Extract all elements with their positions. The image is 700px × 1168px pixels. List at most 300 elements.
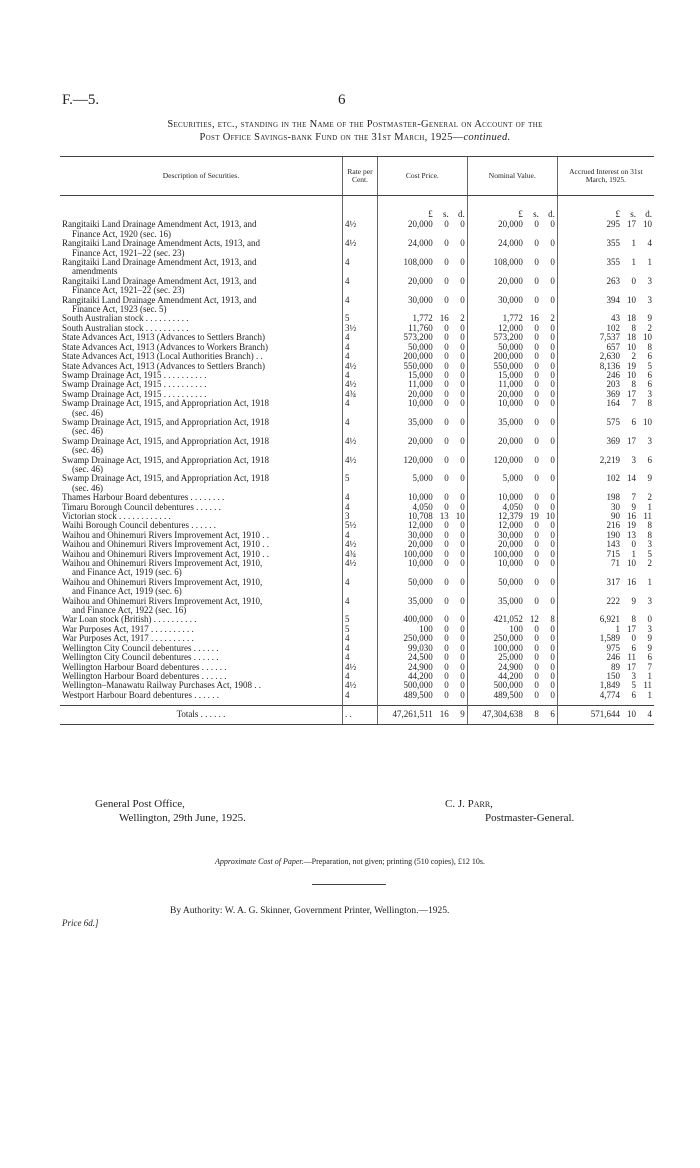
- security-description: [60, 474, 343, 493]
- interest-pence: 3: [647, 294, 652, 305]
- security-description: [60, 296, 343, 315]
- nominal-shillings: 0: [534, 257, 539, 268]
- interest-shillings: 3: [631, 454, 636, 465]
- cost-pence: 0: [460, 351, 465, 362]
- cost-pounds: 50,000: [378, 343, 435, 352]
- security-description-line: amendments: [72, 266, 118, 277]
- interest-pounds: 715: [557, 550, 622, 559]
- nominal-pence: 0: [550, 576, 555, 587]
- security-description: [60, 437, 343, 456]
- interest-pounds: 369: [557, 390, 622, 399]
- cost-pence: 0: [460, 689, 465, 700]
- security-description-line: Rangitaiki Land Drainage Amendment Acts, 1913, and: [62, 238, 260, 249]
- security-description-line: Swamp Drainage Act, 1915, and Appropriation Act, 1918: [62, 398, 269, 409]
- cost-shillings: 0: [444, 332, 449, 343]
- cost-pounds: 10,000: [378, 559, 435, 578]
- cost-pence: 0: [460, 670, 465, 681]
- cost-shillings: 0: [444, 652, 449, 663]
- nominal-shillings: 0: [534, 501, 539, 512]
- interest-pence: 3: [647, 388, 652, 399]
- nominal-pounds: 10,000: [467, 559, 525, 578]
- nominal-shillings: 0: [534, 238, 539, 249]
- interest-pence: 9: [647, 313, 652, 324]
- security-description-line: and Finance Act, 1922 (sec. 16): [72, 605, 187, 616]
- cost-shillings: 0: [444, 341, 449, 352]
- signatory-title: Postmaster-General.: [485, 812, 575, 824]
- totals-cost-pence: 9: [451, 706, 468, 724]
- cost-pounds: 11,760: [378, 324, 435, 333]
- cost-pence: 0: [460, 548, 465, 559]
- security-description-line: Waihi Borough Council debentures . . . . . .: [62, 520, 217, 531]
- rate-cell: 4: [343, 371, 378, 380]
- rate-cell: 4: [343, 399, 378, 418]
- interest-pounds: 394: [557, 296, 622, 315]
- nominal-shillings: 0: [534, 379, 539, 390]
- interest-pounds: 203: [557, 380, 622, 389]
- nominal-pounds: 15,000: [467, 371, 525, 380]
- security-description-line: South Australian stock . . . . . . . . . .: [62, 322, 189, 333]
- cost-pence: 0: [460, 529, 465, 540]
- interest-shillings: 8: [631, 322, 636, 333]
- nominal-pounds: 12,000: [467, 324, 525, 333]
- interest-shillings: 13: [627, 529, 636, 540]
- units-row: [60, 196, 654, 221]
- nominal-pounds: 10,000: [467, 493, 525, 502]
- cost-pounds: 200,000: [378, 352, 435, 361]
- interest-shillings: 8: [631, 614, 636, 625]
- nominal-pounds: 35,000: [467, 597, 525, 616]
- cost-pounds: 24,500: [378, 653, 435, 662]
- totals-nominal-shillings: 8: [525, 706, 541, 724]
- nominal-pence: 0: [550, 322, 555, 333]
- interest-pounds: 164: [557, 399, 622, 418]
- security-description-line: Wellington City Council debentures . . . . . .: [62, 652, 219, 663]
- interest-pence: 4: [647, 238, 652, 249]
- unit-s: s.: [442, 209, 449, 219]
- rate-cell: 5: [343, 625, 378, 634]
- col-rate: Rate per Cent.: [343, 157, 378, 196]
- cost-shillings: 0: [444, 219, 449, 230]
- nominal-shillings: 0: [534, 332, 539, 343]
- security-description: [60, 578, 343, 597]
- interest-shillings: 16: [627, 576, 636, 587]
- security-description-line: Rangitaiki Land Drainage Amendment Act, 1913, and: [62, 275, 257, 286]
- cost-pence: 0: [460, 623, 465, 634]
- cost-pounds: 11,000: [378, 380, 435, 389]
- nominal-shillings: 16: [529, 313, 539, 324]
- interest-pounds: 102: [557, 474, 622, 493]
- nominal-pence: 8: [550, 614, 555, 625]
- interest-pounds: 317: [557, 578, 622, 597]
- cost-note-text: —Preparation, not given; printing (510 copies), £12 10s.: [303, 857, 485, 866]
- rate-cell: 4: [343, 493, 378, 502]
- security-description-line: Rangitaiki Land Drainage Amendment Act, 1913, and: [62, 257, 257, 268]
- nominal-pounds: 12,379: [467, 512, 525, 521]
- rate-cell: 4: [343, 296, 378, 315]
- interest-pounds: 246: [557, 371, 622, 380]
- nominal-pence: 0: [550, 275, 555, 286]
- cost-pounds: 50,000: [378, 578, 435, 597]
- nominal-shillings: 0: [534, 351, 539, 362]
- security-description-line: Finance Act, 1921–22 (sec. 23): [72, 285, 185, 296]
- cost-pounds: 20,000: [378, 437, 435, 456]
- cost-pounds: 100,000: [378, 550, 435, 559]
- cost-pounds: 35,000: [378, 418, 435, 437]
- nominal-shillings: 0: [534, 322, 539, 333]
- interest-pounds: 198: [557, 493, 622, 502]
- interest-shillings: 6: [631, 416, 636, 427]
- cost-shillings: 0: [444, 369, 449, 380]
- rate-cell: 4½: [343, 663, 378, 672]
- interest-shillings: 17: [627, 219, 636, 230]
- cost-shillings: 0: [444, 351, 449, 362]
- totals-row: [60, 706, 654, 724]
- table-row: [60, 437, 654, 456]
- cost-shillings: 0: [444, 398, 449, 409]
- nominal-pounds: 200,000: [467, 352, 525, 361]
- col-description: Description of Securities.: [60, 157, 343, 196]
- security-description-line: Waihou and Ohinemuri Rivers Improvement Act, 1910 . .: [62, 529, 269, 540]
- nominal-pounds: 24,900: [467, 663, 525, 672]
- nominal-shillings: 0: [534, 360, 539, 371]
- nominal-pounds: 20,000: [467, 220, 525, 239]
- cost-pence: 0: [460, 416, 465, 427]
- interest-pence: 0: [647, 614, 652, 625]
- interest-shillings: 1: [631, 238, 636, 249]
- interest-shillings: 19: [627, 360, 636, 371]
- title-continued: continued.: [463, 132, 511, 143]
- interest-pence: 8: [647, 529, 652, 540]
- rate-cell: 4½: [343, 380, 378, 389]
- totals-interest-pence: 4: [638, 706, 654, 724]
- nominal-pence: 0: [550, 341, 555, 352]
- rate-cell: 4: [343, 333, 378, 342]
- interest-pounds: 369: [557, 437, 622, 456]
- interest-pence: 9: [647, 633, 652, 644]
- cost-pence: 0: [460, 520, 465, 531]
- unit-s: s.: [533, 209, 539, 219]
- totals-body: [60, 700, 654, 724]
- nominal-shillings: 0: [534, 341, 539, 352]
- nominal-pence: 0: [550, 548, 555, 559]
- cost-pounds: 20,000: [378, 277, 435, 296]
- nominal-pence: 0: [550, 435, 555, 446]
- interest-pounds: 295: [557, 220, 622, 239]
- cost-shillings: 0: [444, 689, 449, 700]
- cost-shillings: 0: [444, 435, 449, 446]
- nominal-shillings: 0: [534, 576, 539, 587]
- security-description-line: Finance Act, 1920 (sec. 16): [72, 228, 171, 239]
- cost-pounds: 250,000: [378, 634, 435, 643]
- security-description: [60, 399, 343, 418]
- security-description-line: and Finance Act, 1919 (sec. 6): [72, 567, 182, 578]
- cost-pence: 0: [460, 398, 465, 409]
- cost-pence: 0: [460, 539, 465, 550]
- nominal-pounds: 50,000: [467, 578, 525, 597]
- cost-pence: 0: [460, 492, 465, 503]
- rate-cell: 4: [343, 503, 378, 512]
- table-row: [60, 277, 654, 296]
- cost-pounds: 400,000: [378, 615, 435, 624]
- printer-authority: By Authority: W. A. G. Skinner, Government Printer, Wellington.—1925.: [170, 906, 450, 916]
- cost-shillings: 0: [444, 322, 449, 333]
- rate-cell: 4½: [343, 681, 378, 690]
- interest-shillings: 2: [631, 351, 636, 362]
- cost-shillings: 0: [444, 661, 449, 672]
- cost-shillings: 0: [444, 670, 449, 681]
- cost-shillings: 0: [444, 595, 449, 606]
- rate-cell: 4: [343, 277, 378, 296]
- interest-shillings: 9: [631, 501, 636, 512]
- interest-shillings: 10: [627, 294, 636, 305]
- nominal-pence: 0: [550, 294, 555, 305]
- security-description-line: Swamp Drainage Act, 1915, and Appropriation Act, 1918: [62, 454, 269, 465]
- cost-shillings: 0: [444, 558, 449, 569]
- nominal-pence: 0: [550, 595, 555, 606]
- cost-pence: 0: [460, 576, 465, 587]
- cost-pence: 0: [460, 379, 465, 390]
- cost-shillings: 0: [444, 501, 449, 512]
- nominal-shillings: 0: [534, 275, 539, 286]
- rate-cell: 4: [343, 597, 378, 616]
- table-row: [60, 239, 654, 258]
- interest-shillings: 16: [627, 511, 636, 521]
- title-line-2: Post Office Savings-bank Fund on the 31st March, 1925—: [199, 132, 464, 143]
- interest-pence: 7: [647, 661, 652, 672]
- security-description-line: Swamp Drainage Act, 1915, and Appropriation Act, 1918: [62, 435, 269, 446]
- security-description-line: Finance Act, 1923 (sec. 5): [72, 304, 167, 315]
- nominal-pounds: 11,000: [467, 380, 525, 389]
- nominal-pounds: 100,000: [467, 550, 525, 559]
- rate-cell: 5: [343, 474, 378, 493]
- security-description-line: (sec. 46): [72, 426, 103, 437]
- cost-shillings: 0: [444, 473, 449, 484]
- cost-shillings: 0: [444, 379, 449, 390]
- cost-pounds: 100: [378, 625, 435, 634]
- totals-interest-pounds: 571,644: [557, 706, 622, 724]
- cost-shillings: 0: [444, 492, 449, 503]
- interest-pence: 8: [647, 520, 652, 531]
- price-note: Price 6d.]: [62, 918, 99, 928]
- cost-pounds: 99,030: [378, 644, 435, 653]
- cost-pence: 0: [460, 501, 465, 512]
- cost-note: [0, 857, 700, 866]
- interest-pence: 2: [647, 322, 652, 333]
- rate-cell: 5: [343, 314, 378, 323]
- cost-pence: 0: [460, 332, 465, 343]
- interest-pounds: 1,849: [557, 681, 622, 690]
- cost-shillings: 0: [444, 529, 449, 540]
- nominal-shillings: 0: [534, 689, 539, 700]
- security-description: [60, 456, 343, 475]
- totals-label: Totals . . . . . .: [60, 706, 343, 724]
- rate-cell: 4: [343, 418, 378, 437]
- security-description-line: State Advances Act, 1913 (Local Authorities Branch) . .: [62, 351, 263, 362]
- security-description-line: Thames Harbour Board debentures . . . . . . . .: [62, 492, 225, 503]
- nominal-shillings: 0: [534, 492, 539, 503]
- unit-pound: £: [378, 196, 435, 221]
- nominal-shillings: 0: [534, 520, 539, 531]
- interest-pence: 3: [647, 435, 652, 446]
- rate-cell: 4: [343, 258, 378, 277]
- security-description-line: Swamp Drainage Act, 1915 . . . . . . . . . .: [62, 388, 207, 399]
- security-description: [60, 220, 343, 239]
- nominal-pence: 0: [550, 492, 555, 503]
- cost-pounds: 489,500: [378, 691, 435, 700]
- table-row: [60, 456, 654, 475]
- security-description-line: War Purposes Act, 1917 . . . . . . . . . .: [62, 633, 194, 644]
- nominal-shillings: 12: [529, 614, 539, 625]
- nominal-shillings: 0: [534, 454, 539, 465]
- nominal-shillings: 0: [534, 388, 539, 399]
- security-description-line: (sec. 46): [72, 407, 103, 418]
- interest-shillings: 17: [627, 435, 636, 446]
- nominal-shillings: 0: [534, 529, 539, 540]
- interest-pence: 2: [647, 558, 652, 569]
- cost-shillings: 0: [444, 275, 449, 286]
- cost-pounds: 44,200: [378, 672, 435, 681]
- cost-shillings: 0: [444, 576, 449, 587]
- cost-pence: 0: [460, 219, 465, 230]
- cost-pence: 0: [460, 614, 465, 625]
- interest-pence: 11: [643, 680, 652, 691]
- cost-pounds: 500,000: [378, 681, 435, 690]
- interest-pounds: 6,921: [557, 615, 622, 624]
- cost-pounds: 24,900: [378, 663, 435, 672]
- security-description-line: State Advances Act, 1913 (Advances to Settlers Branch): [62, 360, 265, 371]
- page-number: 6: [338, 92, 346, 108]
- cost-pounds: 20,000: [378, 540, 435, 549]
- nominal-pence: 2: [550, 313, 555, 324]
- cost-pounds: 1,772: [378, 314, 435, 323]
- nominal-pence: 0: [550, 501, 555, 512]
- interest-pounds: 355: [557, 239, 622, 258]
- interest-pounds: 8,136: [557, 362, 622, 371]
- interest-pence: 1: [647, 576, 652, 587]
- interest-pence: 3: [647, 539, 652, 550]
- cost-shillings: 0: [444, 642, 449, 653]
- security-description-line: Waihou and Ohinemuri Rivers Improvement Act, 1910 . .: [62, 539, 269, 550]
- interest-shillings: 19: [627, 520, 636, 531]
- nominal-shillings: 0: [534, 219, 539, 230]
- interest-pence: 11: [643, 511, 652, 521]
- interest-pence: 3: [647, 595, 652, 606]
- interest-shillings: 10: [627, 369, 636, 380]
- rate-cell: 4: [343, 691, 378, 700]
- interest-pence: 6: [647, 454, 652, 465]
- nominal-pence: 0: [550, 219, 555, 230]
- cost-shillings: 0: [444, 623, 449, 634]
- interest-pence: 9: [647, 473, 652, 484]
- interest-pounds: 975: [557, 644, 622, 653]
- interest-pounds: 89: [557, 663, 622, 672]
- table-row: [60, 559, 654, 578]
- cost-shillings: 0: [444, 294, 449, 305]
- interest-pounds: 90: [557, 512, 622, 521]
- table-row: [60, 691, 654, 700]
- nominal-pounds: 108,000: [467, 258, 525, 277]
- security-description-line: Rangitaiki Land Drainage Amendment Act, 1913, and: [62, 294, 257, 305]
- interest-pence: 1: [647, 689, 652, 700]
- rate-cell: 4½: [343, 220, 378, 239]
- rate-cell: 3: [343, 512, 378, 521]
- cost-shillings: 13: [439, 511, 449, 521]
- security-description-line: Swamp Drainage Act, 1915, and Appropriation Act, 1918: [62, 416, 269, 427]
- nominal-pounds: 20,000: [467, 540, 525, 549]
- rate-cell: 4: [343, 531, 378, 540]
- nominal-pounds: 20,000: [467, 277, 525, 296]
- interest-pence: 1: [647, 501, 652, 512]
- cost-pence: 0: [460, 454, 465, 465]
- nominal-pounds: 20,000: [467, 437, 525, 456]
- nominal-pounds: 489,500: [467, 691, 525, 700]
- interest-pounds: 575: [557, 418, 622, 437]
- cost-shillings: 0: [444, 238, 449, 249]
- totals-nominal-pounds: 47,304,638: [467, 706, 525, 724]
- cost-pence: 0: [460, 680, 465, 691]
- signatory: [445, 797, 574, 825]
- security-description-line: War Purposes Act, 1917 . . . . . . . . . .: [62, 623, 194, 634]
- totals-interest-shillings: 10: [622, 706, 638, 724]
- nominal-pounds: 500,000: [467, 681, 525, 690]
- security-description-line: Wellington Harbour Board debentures . . . . . .: [62, 661, 227, 672]
- interest-shillings: 9: [631, 595, 636, 606]
- nominal-pence: 0: [550, 388, 555, 399]
- cost-shillings: 0: [444, 614, 449, 625]
- nominal-shillings: 0: [534, 416, 539, 427]
- interest-pence: 6: [647, 351, 652, 362]
- security-description-line: South Australian stock . . . . . . . . . .: [62, 313, 189, 324]
- rate-cell: 4: [343, 634, 378, 643]
- rate-cell: 4¾: [343, 390, 378, 399]
- nominal-pounds: 12,000: [467, 521, 525, 530]
- nominal-pence: 0: [550, 633, 555, 644]
- security-description-line: Swamp Drainage Act, 1915, and Appropriation Act, 1918: [62, 473, 269, 484]
- office-date: Wellington, 29th June, 1925.: [119, 812, 246, 824]
- rate-cell: 4½: [343, 362, 378, 371]
- cost-pounds: 5,000: [378, 474, 435, 493]
- nominal-pounds: 4,050: [467, 503, 525, 512]
- cost-pence: 0: [460, 473, 465, 484]
- cost-shillings: 0: [444, 257, 449, 268]
- cost-pounds: 108,000: [378, 258, 435, 277]
- nominal-pounds: 120,000: [467, 456, 525, 475]
- security-description-line: Swamp Drainage Act, 1915 . . . . . . . . . .: [62, 369, 207, 380]
- interest-pounds: 263: [557, 277, 622, 296]
- rate-cell: 4½: [343, 559, 378, 578]
- interest-pence: 9: [647, 642, 652, 653]
- securities-table: [60, 156, 654, 725]
- security-description-line: (sec. 46): [72, 482, 103, 493]
- interest-shillings: 8: [631, 379, 636, 390]
- nominal-shillings: 0: [534, 539, 539, 550]
- interest-shillings: 17: [627, 623, 636, 634]
- cost-shillings: 0: [444, 548, 449, 559]
- nominal-shillings: 0: [534, 595, 539, 606]
- nominal-shillings: 0: [534, 294, 539, 305]
- interest-shillings: 18: [627, 313, 636, 324]
- cost-pence: 0: [460, 642, 465, 653]
- security-description-line: Waihou and Ohinemuri Rivers Improvement Act, 1910,: [62, 558, 263, 569]
- interest-shillings: 11: [627, 652, 636, 663]
- nominal-shillings: 19: [529, 511, 539, 521]
- table-row: [60, 399, 654, 418]
- cost-pounds: 24,000: [378, 239, 435, 258]
- interest-pence: 6: [647, 379, 652, 390]
- interest-pounds: 143: [557, 540, 622, 549]
- nominal-pence: 0: [550, 416, 555, 427]
- issuing-office: [95, 797, 246, 825]
